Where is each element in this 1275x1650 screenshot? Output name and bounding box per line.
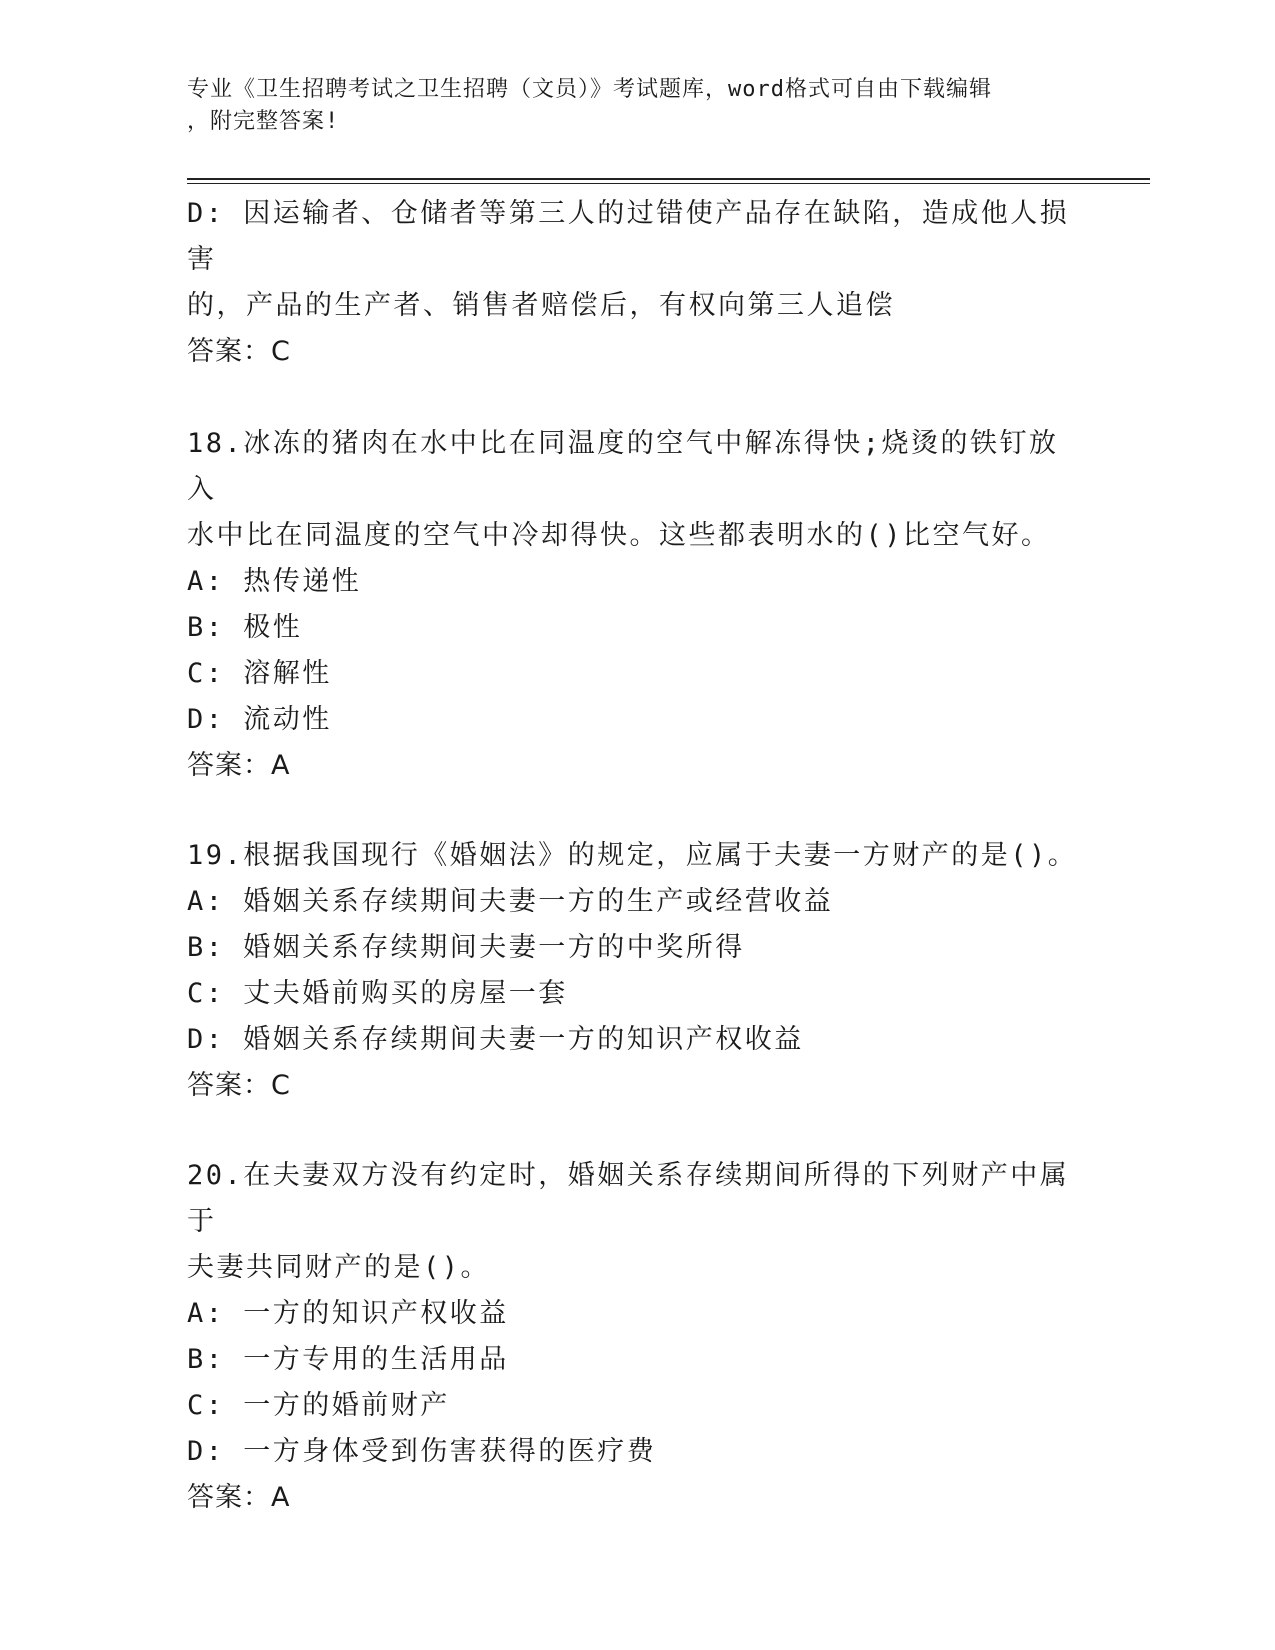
question-stem-line-2: 夫妻共同财产的是()。	[187, 1252, 491, 1283]
header-divider-thick	[187, 178, 1150, 180]
question-stem-line-2: 水中比在同温度的空气中冷却得快。这些都表明水的()比空气好。	[187, 520, 1051, 551]
option-b: B: 婚姻关系存续期间夫妻一方的中奖所得	[187, 932, 745, 963]
option-d: D: 婚姻关系存续期间夫妻一方的知识产权收益	[187, 1024, 804, 1055]
option-b: B: 极性	[187, 612, 303, 643]
option-a: A: 一方的知识产权收益	[187, 1298, 509, 1329]
question-19	[187, 833, 1087, 1109]
header-line-2: ，附完整答案!	[187, 109, 340, 134]
question-20	[187, 1153, 1087, 1521]
header-divider-thin	[187, 183, 1150, 184]
option-a: A: 婚姻关系存续期间夫妻一方的生产或经营收益	[187, 886, 834, 917]
option-d: D: 流动性	[187, 704, 332, 735]
document-body	[187, 191, 1087, 1521]
prev-option-d-line-1: D: 因运输者、仓储者等第三人的过错使产品存在缺陷，造成他人损害	[187, 198, 1070, 275]
question-18	[187, 421, 1087, 789]
question-stem-line-1: 19.根据我国现行《婚姻法》的规定，应属于夫妻一方财产的是()。	[187, 840, 1078, 871]
prev-answer: 答案：C	[187, 336, 291, 367]
option-a: A: 热传递性	[187, 566, 362, 597]
option-d: D: 一方身体受到伤害获得的医疗费	[187, 1436, 657, 1467]
prev-option-d-line-2: 的，产品的生产者、销售者赔偿后，有权向第三人追偿	[187, 290, 895, 321]
option-c: C: 一方的婚前财产	[187, 1390, 450, 1421]
answer: 答案：A	[187, 1482, 291, 1513]
question-stem-line-1: 20.在夫妻双方没有约定时，婚姻关系存续期间所得的下列财产中属于	[187, 1160, 1070, 1237]
document-header	[187, 74, 1067, 138]
option-b: B: 一方专用的生活用品	[187, 1344, 509, 1375]
option-c: C: 溶解性	[187, 658, 332, 689]
header-line-1: 专业《卫生招聘考试之卫生招聘（文员）》考试题库，word格式可自由下载编辑	[187, 77, 992, 102]
answer: 答案：C	[187, 1070, 291, 1101]
answer: 答案：A	[187, 750, 291, 781]
question-stem-line-1: 18.冰冻的猪肉在水中比在同温度的空气中解冻得快;烧烫的铁钉放入	[187, 428, 1059, 505]
option-c: C: 丈夫婚前购买的房屋一套	[187, 978, 568, 1009]
